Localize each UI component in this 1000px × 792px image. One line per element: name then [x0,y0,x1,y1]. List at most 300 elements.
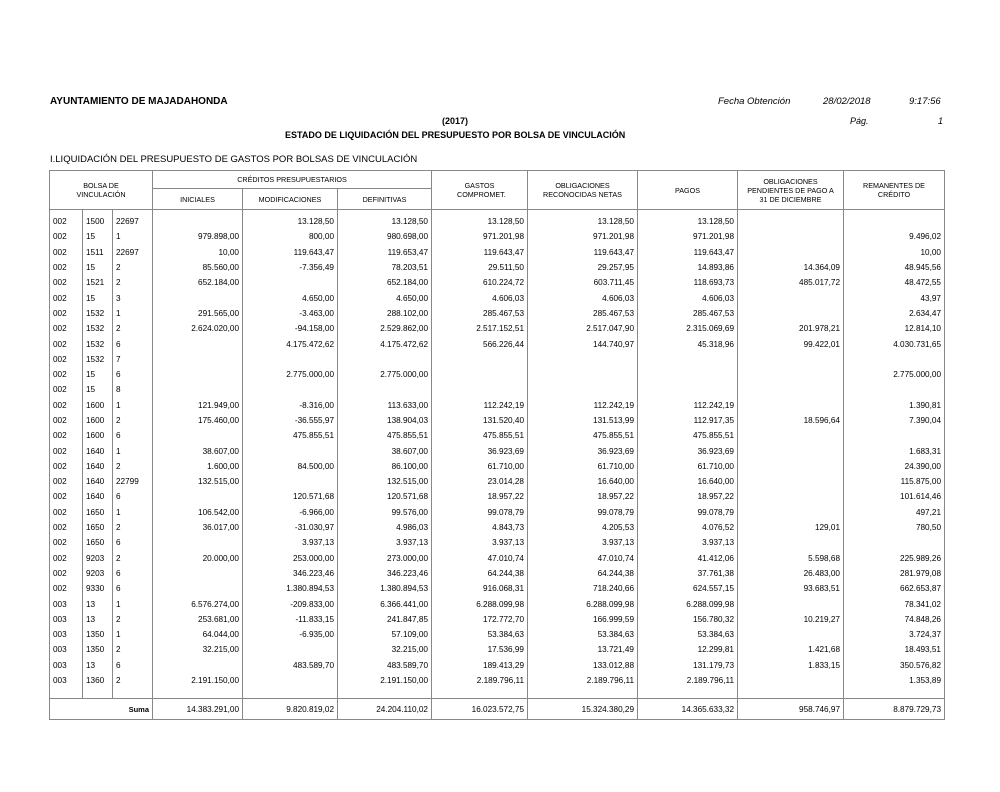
cell-pagos: 12.299,81 [638,642,738,657]
cell-remanentes [844,382,945,397]
cell-pendientes [738,398,844,413]
cell-gastos: 2.189.796,11 [432,673,528,688]
cell-gastos [432,367,528,382]
cell-pagos: 14.893,86 [638,260,738,275]
spacer-cell [50,688,83,699]
cell-economica: 6 [113,535,153,550]
cell-economica: 22697 [113,245,153,260]
cell-economica: 2 [113,642,153,657]
cell-org: 002 [50,398,83,413]
cell-obligaciones: 47.010,74 [528,551,638,566]
cell-remanentes: 350.576,82 [844,658,945,673]
total-modificaciones: 9.820.819,02 [243,699,338,720]
cell-org: 003 [50,642,83,657]
cell-definitivas: 57.109,00 [338,627,432,642]
cell-modificaciones: 4.175.472,62 [243,336,338,351]
cell-pagos [638,367,738,382]
cell-remanentes [844,352,945,367]
cell-modificaciones: 800,00 [243,229,338,244]
cell-remanentes: 225.989,26 [844,551,945,566]
cell-iniciales [153,290,243,305]
cell-economica: 6 [113,367,153,382]
table-row [50,306,945,321]
cell-pagos: 624.557,15 [638,581,738,596]
cell-programa: 13 [83,612,113,627]
total-iniciales: 14.383.291,00 [153,699,243,720]
cell-obligaciones: 603.711,45 [528,275,638,290]
cell-pendientes [738,229,844,244]
cell-pagos [638,382,738,397]
cell-gastos: 610.224,72 [432,275,528,290]
spacer-cell [243,688,338,699]
cell-pendientes [738,627,844,642]
cell-obligaciones: 3.937,13 [528,535,638,550]
table-row [50,612,945,627]
cell-obligaciones: 18.957,22 [528,489,638,504]
cell-modificaciones: -7.356,49 [243,260,338,275]
cell-programa: 1350 [83,627,113,642]
cell-programa: 1360 [83,673,113,688]
cell-definitivas: 6.366.441,00 [338,596,432,611]
table-row [50,336,945,351]
cell-obligaciones: 112.242,19 [528,398,638,413]
page-label: Pág. [850,116,869,126]
cell-economica: 1 [113,229,153,244]
cell-gastos: 18.957,22 [432,489,528,504]
cell-org: 002 [50,290,83,305]
cell-gastos: 971.201,98 [432,229,528,244]
cell-gastos: 4.843,73 [432,520,528,535]
table-row [50,428,945,443]
cell-economica: 8 [113,382,153,397]
cell-obligaciones: 61.710,00 [528,459,638,474]
cell-programa: 1650 [83,520,113,535]
cell-iniciales: 121.949,00 [153,398,243,413]
cell-remanentes: 74.848,26 [844,612,945,627]
cell-pagos: 112.917,35 [638,413,738,428]
cell-gastos: 119.643,47 [432,245,528,260]
cell-org: 002 [50,443,83,458]
cell-programa: 1650 [83,535,113,550]
table-row [50,474,945,489]
time-value: 9:17:56 [909,96,941,107]
cell-pagos: 118.693,73 [638,275,738,290]
cell-org: 003 [50,658,83,673]
cell-remanentes [844,428,945,443]
cell-economica: 22697 [113,210,153,230]
cell-programa: 1640 [83,489,113,504]
cell-obligaciones: 64.244,38 [528,566,638,581]
cell-definitivas: 1.380.894,53 [338,581,432,596]
cell-pendientes: 14.364,09 [738,260,844,275]
cell-iniciales [153,658,243,673]
cell-economica: 3 [113,290,153,305]
cell-org: 002 [50,260,83,275]
cell-pagos [638,352,738,367]
cell-obligaciones: 16.640,00 [528,474,638,489]
cell-org: 002 [50,352,83,367]
header-definitivas: DEFINITIVAS [338,189,432,210]
cell-org: 002 [50,489,83,504]
cell-org: 002 [50,321,83,336]
cell-programa: 1500 [83,210,113,230]
cell-definitivas: 32.215,00 [338,642,432,657]
cell-economica: 1 [113,596,153,611]
spacer-cell [638,688,738,699]
cell-obligaciones: 119.643,47 [528,245,638,260]
cell-gastos: 53.384,63 [432,627,528,642]
cell-definitivas: 132.515,00 [338,474,432,489]
cell-definitivas: 288.102,00 [338,306,432,321]
cell-iniciales: 85.560,00 [153,260,243,275]
cell-gastos: 36.923,69 [432,443,528,458]
cell-pendientes: 1.421,68 [738,642,844,657]
spacer-cell [338,688,432,699]
cell-pendientes [738,210,844,230]
table-row [50,551,945,566]
spacer-cell [432,688,528,699]
cell-remanentes: 43,97 [844,290,945,305]
cell-gastos: 172.772,70 [432,612,528,627]
cell-remanentes: 780,50 [844,520,945,535]
cell-pendientes [738,474,844,489]
cell-gastos: 17.536,99 [432,642,528,657]
cell-pendientes [738,290,844,305]
cell-economica: 6 [113,428,153,443]
cell-pendientes [738,367,844,382]
cell-gastos: 131.520,40 [432,413,528,428]
cell-iniciales [153,428,243,443]
cell-programa: 13 [83,596,113,611]
cell-economica: 2 [113,275,153,290]
cell-obligaciones [528,367,638,382]
cell-gastos [432,352,528,367]
table-row [50,275,945,290]
cell-pagos: 2.315.069,69 [638,321,738,336]
table-row [50,443,945,458]
cell-modificaciones: 346.223,46 [243,566,338,581]
cell-org: 002 [50,229,83,244]
cell-definitivas [338,352,432,367]
cell-iniciales [153,535,243,550]
cell-remanentes: 12.814,10 [844,321,945,336]
cell-programa: 9203 [83,566,113,581]
cell-iniciales: 38.607,00 [153,443,243,458]
cell-obligaciones: 2.189.796,11 [528,673,638,688]
cell-obligaciones [528,352,638,367]
cell-pagos: 131.179,73 [638,658,738,673]
cell-economica: 6 [113,566,153,581]
cell-programa: 1532 [83,306,113,321]
cell-iniciales: 106.542,00 [153,505,243,520]
cell-definitivas: 2.529.862,00 [338,321,432,336]
cell-programa: 1600 [83,398,113,413]
cell-org: 002 [50,367,83,382]
cell-pagos: 6.288.099,98 [638,596,738,611]
cell-iniciales [153,210,243,230]
cell-modificaciones [243,474,338,489]
cell-remanentes: 281.979,08 [844,566,945,581]
cell-pagos: 4.076,52 [638,520,738,535]
cell-pendientes [738,596,844,611]
table-row [50,535,945,550]
cell-gastos: 189.413,29 [432,658,528,673]
cell-org: 002 [50,551,83,566]
cell-org: 002 [50,566,83,581]
cell-iniciales [153,581,243,596]
cell-pagos: 99.078,79 [638,505,738,520]
cell-obligaciones [528,382,638,397]
organization-name: AYUNTAMIENTO DE MAJADAHONDA [50,96,228,107]
cell-iniciales: 20.000,00 [153,551,243,566]
cell-definitivas: 78.203,51 [338,260,432,275]
cell-gastos: 6.288.099,98 [432,596,528,611]
cell-obligaciones: 144.740,97 [528,336,638,351]
cell-economica: 2 [113,520,153,535]
cell-programa: 15 [83,229,113,244]
cell-gastos: 3.937,13 [432,535,528,550]
cell-gastos: 566.226,44 [432,336,528,351]
cell-iniciales: 36.017,00 [153,520,243,535]
cell-programa: 1532 [83,336,113,351]
budget-table [49,170,945,720]
cell-iniciales: 175.460,00 [153,413,243,428]
cell-remanentes: 3.724,37 [844,627,945,642]
cell-modificaciones: 13.128,50 [243,210,338,230]
cell-iniciales: 10,00 [153,245,243,260]
table-row [50,367,945,382]
cell-economica: 1 [113,627,153,642]
cell-iniciales: 253.681,00 [153,612,243,627]
cell-pendientes: 1.833,15 [738,658,844,673]
cell-gastos: 13.128,50 [432,210,528,230]
cell-obligaciones: 4.606,03 [528,290,638,305]
table-row [50,352,945,367]
table-row [50,658,945,673]
cell-pagos: 285.467,53 [638,306,738,321]
cell-remanentes: 2.634,47 [844,306,945,321]
cell-modificaciones: -31.030,97 [243,520,338,535]
cell-pagos: 41.412,06 [638,551,738,566]
cell-programa: 13 [83,658,113,673]
cell-org: 002 [50,581,83,596]
cell-pendientes: 201.978,21 [738,321,844,336]
cell-modificaciones: -94.158,00 [243,321,338,336]
cell-obligaciones: 29.257,95 [528,260,638,275]
cell-definitivas: 4.650,00 [338,290,432,305]
cell-modificaciones [243,352,338,367]
cell-programa: 1350 [83,642,113,657]
cell-remanentes [844,210,945,230]
table-row [50,566,945,581]
cell-remanentes: 497,21 [844,505,945,520]
cell-org: 002 [50,413,83,428]
cell-iniciales [153,367,243,382]
cell-modificaciones [243,382,338,397]
cell-definitivas: 980.698,00 [338,229,432,244]
cell-pendientes [738,673,844,688]
cell-gastos: 112.242,19 [432,398,528,413]
cell-org: 002 [50,336,83,351]
table-row [50,245,945,260]
section-title: I.LIQUIDACIÓN DEL PRESUPUESTO DE GASTOS POR BOLSAS DE VINCULACIÓN [50,154,418,165]
cell-definitivas: 2.191.150,00 [338,673,432,688]
spacer-cell [528,688,638,699]
cell-economica: 22799 [113,474,153,489]
cell-iniciales: 291.565,00 [153,306,243,321]
cell-modificaciones: 253.000,00 [243,551,338,566]
cell-modificaciones: 120.571,68 [243,489,338,504]
table-row [50,520,945,535]
cell-pendientes [738,459,844,474]
cell-remanentes: 1.353,89 [844,673,945,688]
table-row [50,210,945,230]
cell-gastos: 475.855,51 [432,428,528,443]
cell-remanentes: 1.683,31 [844,443,945,458]
cell-org: 002 [50,505,83,520]
total-obligaciones: 15.324.380,29 [528,699,638,720]
cell-remanentes: 24.390,00 [844,459,945,474]
cell-gastos: 61.710,00 [432,459,528,474]
cell-pagos: 16.640,00 [638,474,738,489]
cell-definitivas: 13.128,50 [338,210,432,230]
table-row [50,260,945,275]
header-creditos: CRÉDITOS PRESUPUESTARIOS [153,171,432,189]
cell-definitivas: 273.000,00 [338,551,432,566]
report-year: (2017) [442,116,469,126]
cell-modificaciones: -36.555,97 [243,413,338,428]
header-modificaciones: MODIFICACIONES [243,189,338,210]
cell-obligaciones: 53.384,63 [528,627,638,642]
cell-iniciales [153,489,243,504]
cell-pendientes: 485.017,72 [738,275,844,290]
cell-obligaciones: 718.240,66 [528,581,638,596]
cell-modificaciones: -6.935,00 [243,627,338,642]
cell-economica: 1 [113,443,153,458]
cell-definitivas: 113.633,00 [338,398,432,413]
cell-pendientes: 93.683,51 [738,581,844,596]
cell-pendientes [738,306,844,321]
cell-pendientes: 99.422,01 [738,336,844,351]
cell-obligaciones: 36.923,69 [528,443,638,458]
cell-definitivas: 483.589,70 [338,658,432,673]
cell-programa: 1650 [83,505,113,520]
cell-definitivas: 119.653,47 [338,245,432,260]
cell-org: 002 [50,382,83,397]
cell-pendientes: 10.219,27 [738,612,844,627]
cell-obligaciones: 4.205,53 [528,520,638,535]
cell-pendientes [738,382,844,397]
cell-org: 002 [50,520,83,535]
cell-economica: 1 [113,505,153,520]
header-obligaciones: OBLIGACIONES RECONOCIDAS NETAS [528,171,638,210]
cell-org: 002 [50,428,83,443]
cell-org: 002 [50,306,83,321]
cell-remanentes: 10,00 [844,245,945,260]
cell-gastos: 23.014,28 [432,474,528,489]
header-iniciales: INICIALES [153,189,243,210]
cell-gastos: 285.467,53 [432,306,528,321]
cell-programa: 1511 [83,245,113,260]
spacer-cell [83,688,113,699]
cell-programa: 15 [83,382,113,397]
spacer-cell [153,688,243,699]
cell-obligaciones: 133.012,88 [528,658,638,673]
date-label: Fecha Obtención [718,96,791,107]
cell-modificaciones: 3.937,13 [243,535,338,550]
cell-programa: 1600 [83,413,113,428]
table-row [50,642,945,657]
cell-org: 003 [50,596,83,611]
cell-definitivas: 38.607,00 [338,443,432,458]
cell-remanentes: 115.875,00 [844,474,945,489]
cell-programa: 9203 [83,551,113,566]
cell-pagos: 119.643,47 [638,245,738,260]
cell-modificaciones: -6.966,00 [243,505,338,520]
cell-iniciales: 979.898,00 [153,229,243,244]
cell-programa: 1521 [83,275,113,290]
cell-modificaciones: -8.316,00 [243,398,338,413]
cell-pagos: 3.937,13 [638,535,738,550]
cell-gastos: 916.068,31 [432,581,528,596]
cell-modificaciones: 483.589,70 [243,658,338,673]
cell-gastos: 64.244,38 [432,566,528,581]
cell-iniciales: 64.044,00 [153,627,243,642]
header-remanentes: REMANENTES DE CRÉDITO [844,171,945,210]
cell-obligaciones: 131.513,99 [528,413,638,428]
cell-gastos: 2.517.152,51 [432,321,528,336]
header-gastos: GASTOS COMPROMET. [432,171,528,210]
cell-programa: 15 [83,260,113,275]
header-pagos: PAGOS [638,171,738,210]
cell-economica: 2 [113,612,153,627]
cell-modificaciones: 4.650,00 [243,290,338,305]
cell-pendientes: 18.596,64 [738,413,844,428]
cell-definitivas [338,382,432,397]
cell-definitivas: 138.904,03 [338,413,432,428]
header-bolsa: BOLSA DE VINCULACIÓN [50,171,153,210]
cell-programa: 1532 [83,352,113,367]
cell-pagos: 45.318,96 [638,336,738,351]
cell-economica: 6 [113,581,153,596]
cell-economica: 1 [113,306,153,321]
cell-obligaciones: 13.128,50 [528,210,638,230]
cell-pagos: 61.710,00 [638,459,738,474]
table-row [50,459,945,474]
cell-modificaciones: 2.775.000,00 [243,367,338,382]
cell-economica: 6 [113,336,153,351]
cell-economica: 1 [113,398,153,413]
table-row [50,398,945,413]
cell-remanentes: 101.614,46 [844,489,945,504]
cell-economica: 2 [113,551,153,566]
cell-economica: 7 [113,352,153,367]
cell-remanentes [844,535,945,550]
cell-org: 002 [50,275,83,290]
cell-definitivas: 346.223,46 [338,566,432,581]
cell-org: 002 [50,245,83,260]
cell-modificaciones: -11.833,15 [243,612,338,627]
total-definitivas: 24.204.110,02 [338,699,432,720]
table-row [50,229,945,244]
cell-remanentes: 18.493,51 [844,642,945,657]
cell-org: 003 [50,673,83,688]
cell-pagos: 112.242,19 [638,398,738,413]
cell-programa: 1532 [83,321,113,336]
cell-pagos: 37.761,38 [638,566,738,581]
date-value: 28/02/2018 [823,96,871,107]
cell-definitivas: 99.576,00 [338,505,432,520]
